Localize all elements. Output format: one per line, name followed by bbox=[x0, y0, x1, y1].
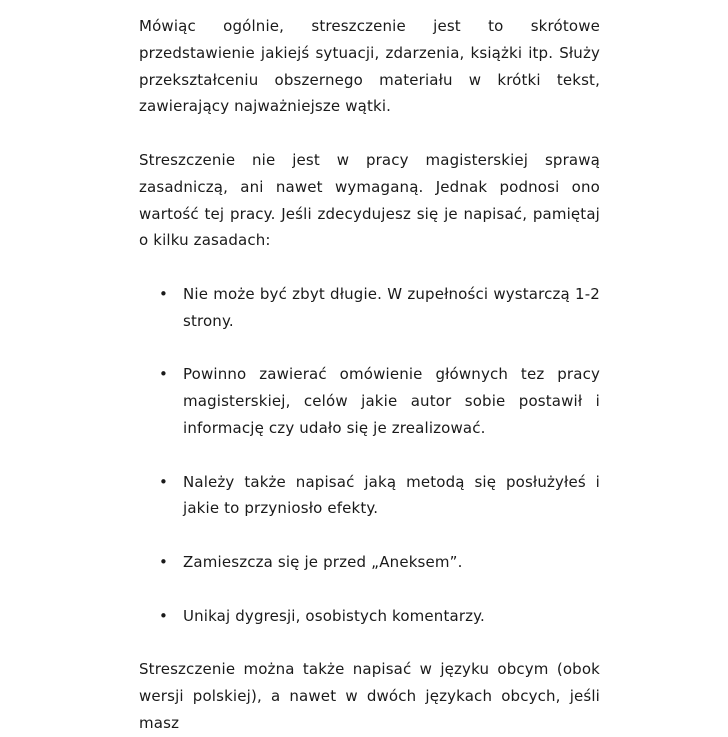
rules-list bbox=[139, 281, 600, 629]
list-item bbox=[139, 549, 600, 576]
bullet-icon: • bbox=[159, 365, 168, 384]
list-item-text: Powinno zawierać omówienie głównych tez pracy magisterskiej, celów jakie autor sobie postawił i informację czy udało się je zrealizować. bbox=[183, 365, 600, 437]
list-item bbox=[139, 603, 600, 630]
list-item-text: Nie może być zbyt długie. W zupełności wystarczą 1-2 strony. bbox=[183, 284, 600, 330]
list-item-text: Należy także napisać jaką metodą się posłużyłeś i jakie to przyniosło efekty. bbox=[183, 472, 600, 518]
bullet-icon: • bbox=[159, 552, 168, 571]
list-item bbox=[139, 361, 600, 441]
list-item-text: Zamieszcza się je przed „Aneksem”. bbox=[183, 552, 463, 571]
paragraph-intro: Mówiąc ogólnie, streszczenie jest to skrótowe przedstawienie jakiejś sytuacji, zdarzenia, książki itp. Służy przekształceniu obszernego materiału w krótki tekst, zawierający najważniejsze wątki. bbox=[139, 17, 600, 116]
bullet-icon: • bbox=[159, 472, 168, 491]
paragraph-summary-role: Streszczenie nie jest w pracy magisterskiej sprawą zasadniczą, ani nawet wymaganą. Jednak podnosi ono wartość tej pracy. Jeśli zdecydujesz się je napisać, pamiętaj o kilku zasadach: bbox=[139, 150, 600, 250]
paragraph-foreign-language: Streszczenie można także napisać w języku obcym (obok wersji polskiej), a nawet w dwóch językach obcych, jeśli masz bbox=[139, 660, 600, 732]
list-item bbox=[139, 469, 600, 523]
bullet-icon: • bbox=[159, 284, 168, 303]
list-item bbox=[139, 281, 600, 335]
document-page bbox=[139, 13, 600, 737]
list-item-text: Unikaj dygresji, osobistych komentarzy. bbox=[183, 606, 485, 625]
bullet-icon: • bbox=[159, 606, 168, 625]
